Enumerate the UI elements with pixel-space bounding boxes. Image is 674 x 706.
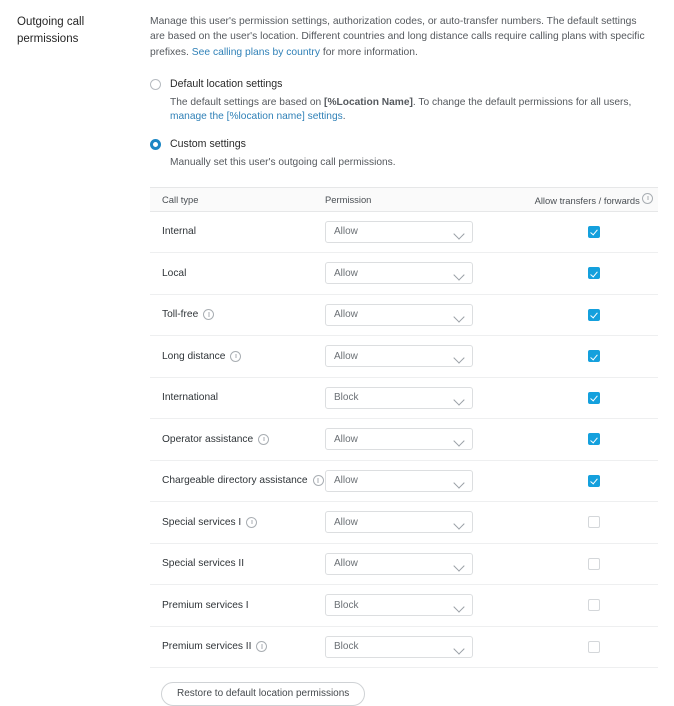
table-row <box>150 544 658 586</box>
cell-allow-transfers <box>530 472 658 490</box>
settings-content-column <box>150 14 674 700</box>
permission-select-value: Allow <box>334 516 358 528</box>
cell-permission <box>325 345 530 367</box>
cell-permission <box>325 636 530 658</box>
info-icon[interactable] <box>246 517 257 528</box>
call-type-label <box>162 268 325 279</box>
cell-allow-transfers <box>530 389 658 407</box>
info-icon[interactable] <box>256 641 267 652</box>
desc-location-name: [%Location Name] <box>324 96 413 108</box>
cell-call-type <box>150 392 325 403</box>
radio-label-default-location: Default location settings <box>170 77 283 90</box>
column-header-call-type: Call type <box>162 193 199 205</box>
table-row <box>150 212 658 254</box>
permission-select-value: Block <box>334 641 359 653</box>
radio-label-custom-settings: Custom settings <box>170 138 246 151</box>
call-type-text: Premium services II <box>162 641 252 653</box>
table-body <box>150 212 658 669</box>
table-row <box>150 378 658 420</box>
cell-call-type <box>150 351 325 362</box>
cell-allow-transfers <box>530 223 658 241</box>
permission-select-value: Allow <box>334 267 358 279</box>
permission-select[interactable] <box>325 345 473 367</box>
info-icon[interactable] <box>313 475 324 486</box>
call-type-text: Long distance <box>162 350 226 362</box>
column-header-allow-transfers-label: Allow transfers / forwards <box>534 194 640 206</box>
cell-allow-transfers <box>530 347 658 365</box>
cell-permission <box>325 262 530 284</box>
cell-call-type <box>150 517 325 528</box>
column-header-permission: Permission <box>325 193 372 205</box>
option-default-location-settings <box>150 77 660 125</box>
table-header-row <box>150 188 658 212</box>
permission-select[interactable] <box>325 304 473 326</box>
cell-permission <box>325 594 530 616</box>
permission-select[interactable] <box>325 511 473 533</box>
allow-transfers-checkbox[interactable] <box>588 516 600 528</box>
intro-text-part1: Manage this user's permission settings, authorization codes, or auto-transfer numbers. The default settings are based on the user's location. Different countries and long distance calls require calling plans with specific prefixes. <box>150 16 645 58</box>
cell-call-type <box>150 309 325 320</box>
call-type-label <box>162 600 325 611</box>
permission-select-value: Block <box>334 392 359 404</box>
desc-part2: . To change the default permissions for all users, <box>412 96 632 108</box>
cell-permission <box>325 470 530 492</box>
cell-permission <box>325 553 530 575</box>
call-type-label <box>162 517 325 528</box>
info-icon[interactable] <box>203 309 214 320</box>
allow-transfers-checkbox[interactable] <box>588 558 600 570</box>
manage-location-settings-link[interactable]: manage the [%location name] settings <box>170 111 343 123</box>
chevron-down-icon <box>453 602 464 613</box>
table-row <box>150 253 658 295</box>
cell-call-type <box>150 558 325 569</box>
allow-transfers-checkbox[interactable] <box>588 599 600 611</box>
allow-transfers-checkbox[interactable] <box>588 433 600 445</box>
radio-desc-custom-settings: Manually set this user's outgoing call permissions. <box>170 157 396 169</box>
intro-description <box>150 14 653 60</box>
call-type-text: Chargeable directory assistance <box>162 475 308 487</box>
chevron-down-icon <box>453 477 464 488</box>
page-title: Outgoing call permissions <box>17 16 85 45</box>
chevron-down-icon <box>453 643 464 654</box>
cell-allow-transfers <box>530 306 658 324</box>
table-row <box>150 502 658 544</box>
call-type-text: Special services II <box>162 558 245 570</box>
desc-part3: . <box>342 111 346 123</box>
cell-allow-transfers <box>530 430 658 448</box>
call-type-label <box>162 309 325 320</box>
call-type-text: Operator assistance <box>162 433 254 445</box>
chevron-down-icon <box>453 311 464 322</box>
calling-plans-by-country-link[interactable]: See calling plans by country <box>191 46 320 58</box>
section-label-column <box>0 14 150 678</box>
permission-select-value: Allow <box>334 309 358 321</box>
permission-select-value: Allow <box>334 350 358 362</box>
table-row <box>150 419 658 461</box>
call-type-label <box>162 226 325 237</box>
permission-select-value: Allow <box>334 433 358 445</box>
cell-call-type <box>150 226 325 237</box>
call-type-label <box>162 475 325 486</box>
cell-call-type <box>150 641 325 652</box>
permission-select-value: Allow <box>334 226 358 238</box>
chevron-down-icon <box>453 519 464 530</box>
permission-select[interactable] <box>325 470 473 492</box>
permission-select[interactable] <box>325 221 473 243</box>
cell-allow-transfers <box>530 513 658 531</box>
allow-transfers-checkbox[interactable] <box>588 350 600 362</box>
cell-call-type <box>150 434 325 445</box>
permission-select-value: Allow <box>334 475 358 487</box>
restore-button-wrapper <box>150 682 660 706</box>
radio-row-default-location[interactable] <box>150 77 660 91</box>
allow-transfers-checkbox[interactable] <box>588 267 600 279</box>
permission-select[interactable] <box>325 553 473 575</box>
cell-permission <box>325 387 530 409</box>
info-icon[interactable] <box>258 434 269 445</box>
chevron-down-icon <box>453 394 464 405</box>
cell-allow-transfers <box>530 555 658 573</box>
option-custom-settings <box>150 137 660 171</box>
info-icon[interactable] <box>230 351 241 362</box>
cell-allow-transfers <box>530 264 658 282</box>
call-type-text: International <box>162 392 219 404</box>
table-row <box>150 336 658 378</box>
chevron-down-icon <box>453 436 464 447</box>
call-type-label <box>162 351 325 362</box>
call-type-text: Premium services I <box>162 599 249 611</box>
table-row <box>150 585 658 627</box>
permission-select[interactable] <box>325 594 473 616</box>
cell-call-type <box>150 268 325 279</box>
chevron-down-icon <box>453 353 464 364</box>
cell-permission <box>325 511 530 533</box>
permission-select[interactable] <box>325 262 473 284</box>
chevron-down-icon <box>453 228 464 239</box>
radio-default-location-settings[interactable] <box>150 79 161 90</box>
permission-select[interactable] <box>325 428 473 450</box>
intro-text-part2: for more information. <box>320 46 418 58</box>
table-row <box>150 461 658 503</box>
call-type-text: Internal <box>162 226 196 238</box>
allow-transfers-checkbox[interactable] <box>588 475 600 487</box>
call-type-text: Local <box>162 267 187 279</box>
column-header-allow-transfers <box>530 193 658 206</box>
allow-transfers-checkbox[interactable] <box>588 392 600 404</box>
radio-custom-settings[interactable] <box>150 139 161 150</box>
allow-transfers-checkbox[interactable] <box>588 226 600 238</box>
chevron-down-icon <box>453 270 464 281</box>
permission-select[interactable] <box>325 387 473 409</box>
permission-select-value: Block <box>334 599 359 611</box>
table-row <box>150 627 658 669</box>
table-row <box>150 295 658 337</box>
call-type-label <box>162 434 325 445</box>
cell-permission <box>325 221 530 243</box>
call-type-label <box>162 641 325 652</box>
cell-call-type <box>150 600 325 611</box>
cell-allow-transfers <box>530 596 658 614</box>
cell-allow-transfers <box>530 638 658 656</box>
chevron-down-icon <box>453 560 464 571</box>
permission-select-value: Allow <box>334 558 358 570</box>
permission-select[interactable] <box>325 636 473 658</box>
restore-to-default-location-permissions-button[interactable]: Restore to default location permissions <box>161 682 365 706</box>
cell-call-type <box>150 475 325 486</box>
cell-permission <box>325 428 530 450</box>
cell-permission <box>325 304 530 326</box>
call-type-text: Toll-free <box>162 309 199 321</box>
call-type-label <box>162 558 325 569</box>
radio-desc-default-location <box>170 96 660 125</box>
call-type-text: Special services I <box>162 516 242 528</box>
info-icon[interactable] <box>642 193 653 204</box>
allow-transfers-checkbox[interactable] <box>588 309 600 321</box>
call-permissions-table <box>150 187 658 669</box>
call-type-label <box>162 392 325 403</box>
allow-transfers-checkbox[interactable] <box>588 641 600 653</box>
desc-part1: The default settings are based on <box>170 96 325 108</box>
radio-row-custom-settings[interactable] <box>150 137 660 151</box>
